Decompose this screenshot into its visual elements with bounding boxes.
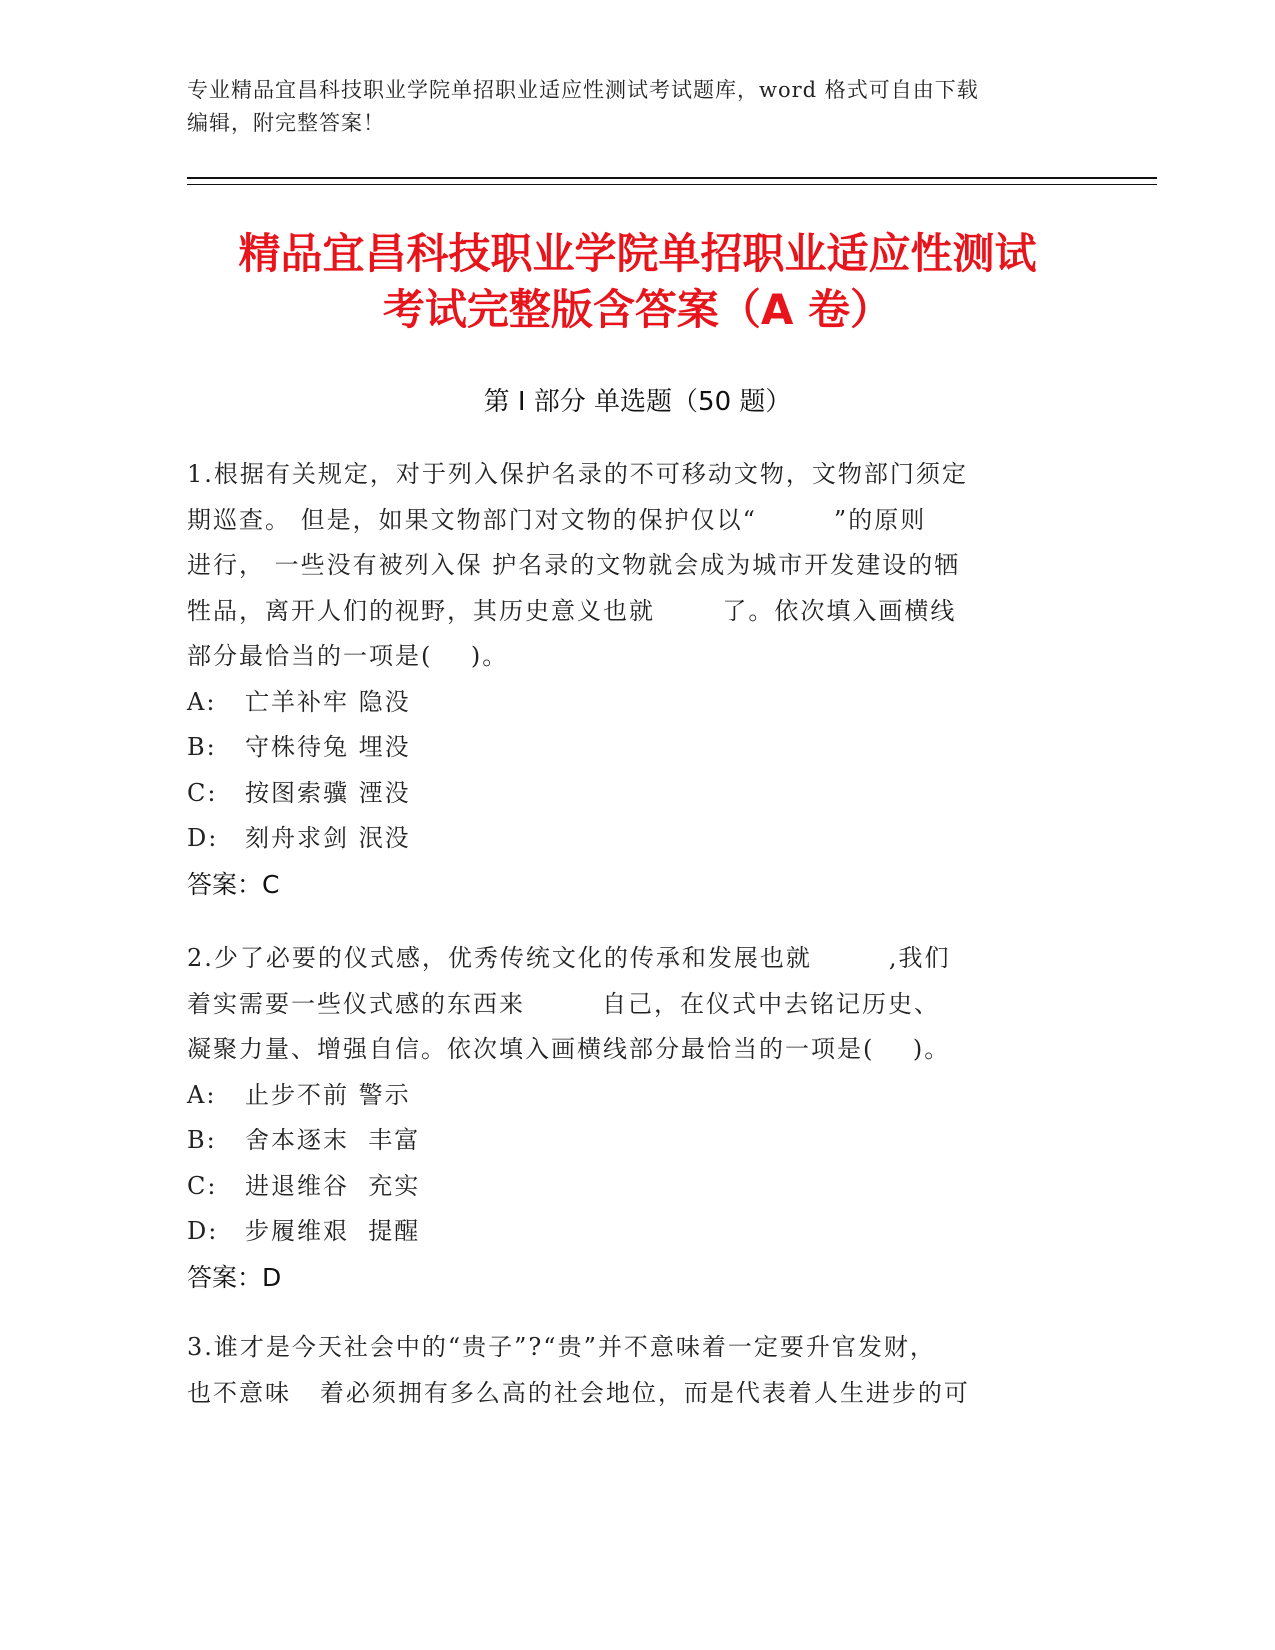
title-line: 精品宜昌科技职业学院单招职业适应性测试: [238, 229, 1037, 278]
question-stem: [187, 936, 1087, 1073]
header-note-line: 编辑，附完整答案！: [187, 111, 385, 135]
option-letter: B:: [187, 1126, 217, 1154]
option-letter: D:: [187, 1217, 219, 1245]
option-letter: B:: [187, 733, 217, 761]
title-line: 考试完整版含答案（A 卷）: [382, 285, 893, 334]
option-text: 亡羊补牢 隐没: [245, 687, 411, 716]
option-text: 守株待兔 埋没: [245, 733, 411, 761]
option-c: [187, 1164, 1087, 1210]
stem-line: 部分最恰当的一项是( )。: [187, 642, 509, 670]
option-b: [187, 725, 1087, 771]
stem-line: 凝聚力量、增强自信。依次填入画横线部分最恰当的一项是( )。: [187, 1035, 951, 1063]
option-text: 按图索骥 湮没: [245, 778, 411, 807]
question-1: [187, 452, 1087, 907]
stem-line: 牲品，离开人们的视野，其历史意义也就 了。依次填入画横线: [187, 596, 957, 625]
option-d: [187, 1209, 1087, 1255]
answer: 答案：C: [187, 869, 280, 899]
stem-line: 也不意味 着必须拥有多么高的社会地位，而是代表着人生进步的可: [187, 1378, 970, 1407]
header-note: [187, 74, 1067, 140]
option-a: [187, 1073, 1087, 1119]
option-b: [187, 1118, 1087, 1164]
stem-line: 期巡查。 但是，如果文物部门对文物的保护仅以“ ”的原则: [187, 505, 927, 534]
header-divider-thick: [187, 177, 1157, 179]
stem-line: 进行， 一些没有被列入保 护名录的文物就会成为城市开发建设的牺: [187, 551, 961, 579]
option-text: 刻舟求剑 泯没: [245, 824, 411, 852]
question-stem: [187, 452, 1087, 680]
answer: 答案：D: [187, 1262, 282, 1292]
option-text: 止步不前 警示: [245, 1080, 411, 1109]
document-title: [150, 226, 1125, 338]
option-letter: C:: [187, 778, 218, 807]
option-letter: A:: [187, 1080, 217, 1109]
section-title: 第 I 部分 单选题（50 题）: [483, 387, 792, 417]
stem-line: 2.少了必要的仪式感，优秀传统文化的传承和发展也就 ,我们: [187, 944, 951, 972]
option-text: 进退维谷 充实: [245, 1171, 421, 1200]
stem-line: 1.根据有关规定，对于列入保护名录的不可移动文物，文物部门须定: [187, 460, 968, 488]
question-3: [187, 1325, 1087, 1416]
option-letter: D:: [187, 824, 219, 852]
question-2: [187, 936, 1087, 1300]
header-note-line: 专业精品宜昌科技职业学院单招职业适应性测试考试题库，word 格式可自由下载: [187, 78, 979, 102]
option-text: 步履维艰 提醒: [245, 1217, 421, 1245]
option-c: [187, 771, 1087, 817]
option-letter: C:: [187, 1171, 218, 1200]
header-divider-thin: [187, 184, 1157, 185]
stem-line: 着实需要一些仪式感的东西来 自己，在仪式中去铭记历史、: [187, 989, 941, 1018]
option-d: [187, 816, 1087, 862]
stem-line: 3.谁才是今天社会中的“贵子”?“贵”并不意味着一定要升官发财，: [187, 1333, 936, 1361]
question-stem: [187, 1325, 1087, 1416]
option-text: 舍本逐末 丰富: [245, 1126, 421, 1154]
option-letter: A:: [187, 687, 217, 716]
option-a: [187, 680, 1087, 726]
